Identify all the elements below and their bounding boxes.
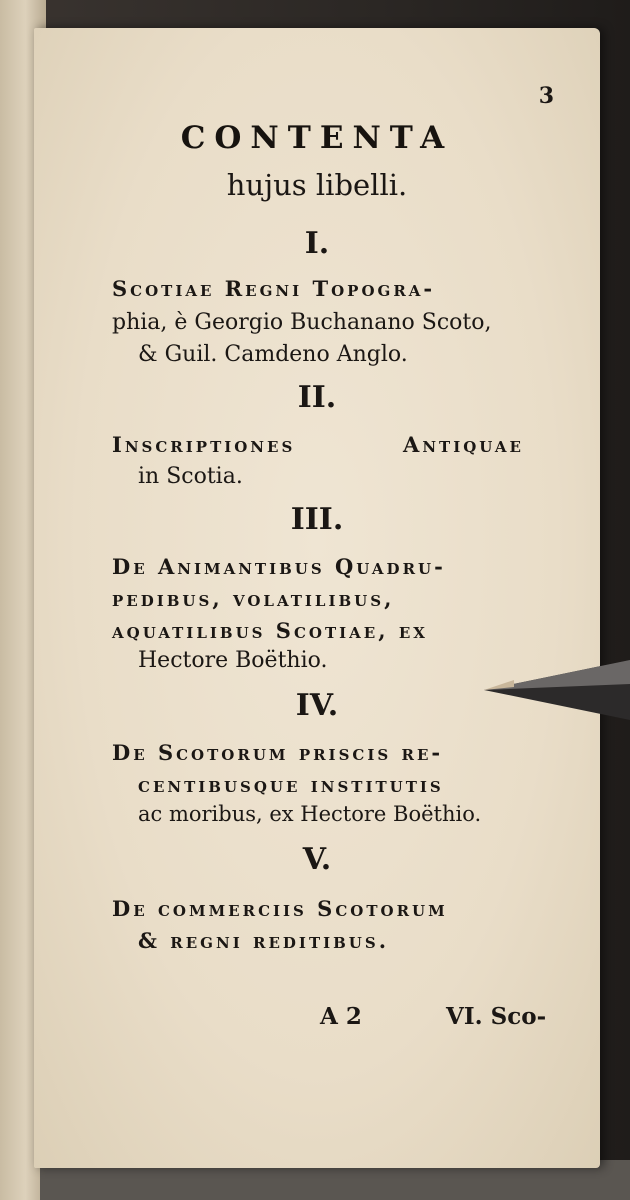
page-number: 3 — [538, 83, 554, 109]
catchword: VI. Sco- — [446, 1003, 547, 1030]
section-text-line: & regni reditibus. — [138, 928, 390, 953]
section-numeral: III. — [290, 502, 344, 537]
section-text-line: De Animantibus Quadru- — [112, 554, 446, 579]
section-text-line: Hectore Boëthio. — [138, 648, 328, 673]
section-numeral: II. — [297, 380, 337, 415]
page-subtitle: hujus libelli. — [226, 168, 408, 202]
section-text-line: phia, è Georgio Buchanano Scoto, — [112, 310, 492, 335]
section-text-line: centibusque institutis — [138, 772, 444, 797]
section-text-line: Scotiae Regni Topogra- — [112, 276, 436, 301]
section-numeral: V. — [302, 842, 332, 877]
signature-mark: A 2 — [320, 1003, 362, 1030]
section-text-line: aquatilibus Scotiae, ex — [112, 618, 428, 643]
page-title: CONTENTA — [180, 120, 454, 156]
section-numeral: IV. — [295, 688, 339, 723]
section-text-line: De Scotorum priscis re- — [112, 740, 444, 765]
section-text-line: in Scotia. — [138, 464, 243, 489]
section-text-word: Inscriptiones — [112, 432, 296, 457]
section-text-line: pedibus, volatilibus, — [112, 586, 395, 611]
section-text-line: ac moribus, ex Hectore Boëthio. — [138, 802, 482, 826]
section-text-line: De commerciis Scotorum — [112, 896, 448, 921]
section-text-word: Antiquae — [403, 432, 524, 457]
section-text-line — [112, 432, 524, 457]
book-page — [34, 28, 600, 1168]
pen-pointer-icon — [484, 654, 630, 728]
section-numeral: I. — [304, 226, 330, 261]
section-text-line: & Guil. Camdeno Anglo. — [138, 342, 408, 367]
